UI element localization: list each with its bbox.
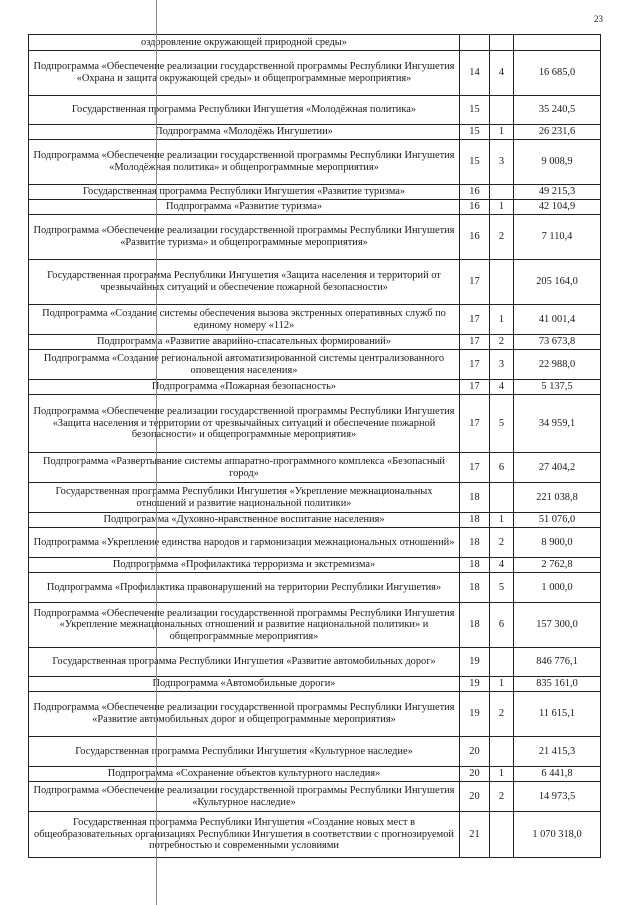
row-name-cell: Государственная программа Республики Ингушетия «Молодёжная политика»	[29, 96, 460, 125]
row-amount-cell: 2 762,8	[514, 558, 601, 573]
row-name-cell: Подпрограмма «Создание региональной автоматизированной системы централизованного оповещения населения»	[29, 350, 460, 380]
row-name-cell: Подпрограмма «Обеспечение реализации государственной программы Республики Ингушетия «Развитие автомобильных дорог и общепрограммные мероприятия»	[29, 692, 460, 737]
row-program-code-cell: 16	[460, 200, 490, 215]
table-row	[29, 305, 601, 335]
row-program-code-cell: 18	[460, 573, 490, 603]
row-name-cell: Государственная программа Республики Ингушетия «Защита населения и территорий от чрезвычайных ситуаций и обеспечение пожарной безопасности»	[29, 260, 460, 305]
row-name-cell: Подпрограмма «Профилактика правонарушений на территории Республики Ингушетия»	[29, 573, 460, 603]
row-program-code-cell: 20	[460, 767, 490, 782]
row-amount-cell: 51 076,0	[514, 513, 601, 528]
row-name-cell: Подпрограмма «Обеспечение реализации государственной программы Республики Ингушетия «Молодёжная политика» и общепрограммные мероприятия»	[29, 140, 460, 185]
table-row	[29, 812, 601, 858]
row-amount-cell: 5 137,5	[514, 380, 601, 395]
row-amount-cell: 835 161,0	[514, 677, 601, 692]
row-subprogram-code-cell: 6	[490, 603, 514, 648]
row-name-cell: оздоровление окружающей природной среды»	[29, 35, 460, 51]
row-program-code-cell: 18	[460, 603, 490, 648]
row-name-cell: Подпрограмма «Развертывание системы аппаратно-программного комплекса «Безопасный город»	[29, 453, 460, 483]
row-name-cell: Подпрограмма «Создание системы обеспечения вызова экстренных оперативных служб по единому номеру «112»	[29, 305, 460, 335]
row-program-code-cell: 14	[460, 51, 490, 96]
row-subprogram-code-cell: 2	[490, 692, 514, 737]
row-name-cell: Подпрограмма «Пожарная безопасность»	[29, 380, 460, 395]
row-amount-cell: 7 110,4	[514, 215, 601, 260]
row-program-code-cell: 17	[460, 335, 490, 350]
row-subprogram-code-cell: 1	[490, 677, 514, 692]
page-number: 23	[594, 14, 603, 24]
row-name-cell: Государственная программа Республики Ингушетия «Развитие автомобильных дорог»	[29, 648, 460, 677]
row-name-cell: Государственная программа Республики Ингушетия «Культурное наследие»	[29, 737, 460, 767]
row-amount-cell: 73 673,8	[514, 335, 601, 350]
row-program-code-cell: 18	[460, 558, 490, 573]
row-amount-cell: 157 300,0	[514, 603, 601, 648]
row-program-code-cell: 17	[460, 305, 490, 335]
row-subprogram-code-cell: 1	[490, 767, 514, 782]
row-amount-cell: 8 900,0	[514, 528, 601, 558]
row-amount-cell: 11 615,1	[514, 692, 601, 737]
table-row	[29, 185, 601, 200]
row-name-cell: Подпрограмма «Обеспечение реализации государственной программы Республики Ингушетия «Культурное наследие»	[29, 782, 460, 812]
row-subprogram-code-cell: 3	[490, 140, 514, 185]
table-row	[29, 737, 601, 767]
table-row	[29, 782, 601, 812]
row-subprogram-code-cell	[490, 185, 514, 200]
row-subprogram-code-cell: 1	[490, 305, 514, 335]
row-amount-cell: 49 215,3	[514, 185, 601, 200]
table-row	[29, 767, 601, 782]
row-name-cell: Подпрограмма «Развитие туризма»	[29, 200, 460, 215]
program-budget-table	[28, 34, 601, 858]
row-subprogram-code-cell: 2	[490, 215, 514, 260]
row-amount-cell	[514, 35, 601, 51]
table-row	[29, 573, 601, 603]
row-amount-cell: 22 988,0	[514, 350, 601, 380]
row-program-code-cell: 15	[460, 96, 490, 125]
row-amount-cell: 16 685,0	[514, 51, 601, 96]
row-amount-cell: 221 038,8	[514, 483, 601, 513]
table-row	[29, 692, 601, 737]
row-program-code-cell: 15	[460, 125, 490, 140]
table-row	[29, 96, 601, 125]
table-row	[29, 513, 601, 528]
row-name-cell: Подпрограмма «Профилактика терроризма и экстремизма»	[29, 558, 460, 573]
row-subprogram-code-cell: 1	[490, 125, 514, 140]
table-body	[29, 35, 601, 858]
row-name-cell: Подпрограмма «Обеспечение реализации государственной программы Республики Ингушетия «Укрепление межнациональных отношений и развитие национальной политики» и общепрограммные мероприятия»	[29, 603, 460, 648]
row-amount-cell: 6 441,8	[514, 767, 601, 782]
row-program-code-cell	[460, 35, 490, 51]
row-program-code-cell: 21	[460, 812, 490, 858]
row-subprogram-code-cell: 2	[490, 528, 514, 558]
table-row	[29, 483, 601, 513]
row-subprogram-code-cell	[490, 648, 514, 677]
row-subprogram-code-cell: 4	[490, 558, 514, 573]
row-name-cell: Подпрограмма «Обеспечение реализации государственной программы Республики Ингушетия «Охрана и защита окружающей среды» и общепрограммные мероприятия»	[29, 51, 460, 96]
row-amount-cell: 1 000,0	[514, 573, 601, 603]
row-program-code-cell: 16	[460, 185, 490, 200]
row-program-code-cell: 18	[460, 528, 490, 558]
row-subprogram-code-cell: 4	[490, 51, 514, 96]
row-amount-cell: 35 240,5	[514, 96, 601, 125]
row-program-code-cell: 17	[460, 453, 490, 483]
table-row	[29, 215, 601, 260]
row-amount-cell: 846 776,1	[514, 648, 601, 677]
row-amount-cell: 34 959,1	[514, 395, 601, 453]
row-name-cell: Подпрограмма «Духовно-нравственное воспитание населения»	[29, 513, 460, 528]
row-program-code-cell: 20	[460, 782, 490, 812]
row-program-code-cell: 17	[460, 395, 490, 453]
table-row	[29, 350, 601, 380]
table-row	[29, 335, 601, 350]
row-name-cell: Подпрограмма «Укрепление единства народов и гармонизация межнациональных отношений»	[29, 528, 460, 558]
row-name-cell: Государственная программа Республики Ингушетия «Развитие туризма»	[29, 185, 460, 200]
row-name-cell: Государственная программа Республики Ингушетия «Создание новых мест в общеобразовательных организациях Республики Ингушетия в соответствии с прогнозируемой потребностью и современными условиями	[29, 812, 460, 858]
row-amount-cell: 27 404,2	[514, 453, 601, 483]
row-name-cell: Подпрограмма «Обеспечение реализации государственной программы Республики Ингушетия «Защита населения и территории от чрезвычайных ситуаций и обеспечение пожарной безопасности» и общепрограммные мероприятия»	[29, 395, 460, 453]
scan-artifact-line	[156, 0, 157, 905]
row-amount-cell: 41 001,4	[514, 305, 601, 335]
row-program-code-cell: 17	[460, 260, 490, 305]
row-subprogram-code-cell: 3	[490, 350, 514, 380]
table-row	[29, 453, 601, 483]
row-program-code-cell: 16	[460, 215, 490, 260]
row-program-code-cell: 17	[460, 380, 490, 395]
row-program-code-cell: 17	[460, 350, 490, 380]
row-name-cell: Подпрограмма «Обеспечение реализации государственной программы Республики Ингушетия «Развитие туризма» и общепрограммные мероприятия»	[29, 215, 460, 260]
table-row	[29, 603, 601, 648]
row-subprogram-code-cell: 1	[490, 513, 514, 528]
row-program-code-cell: 19	[460, 648, 490, 677]
row-subprogram-code-cell: 4	[490, 380, 514, 395]
row-program-code-cell: 15	[460, 140, 490, 185]
row-amount-cell: 1 070 318,0	[514, 812, 601, 858]
row-program-code-cell: 20	[460, 737, 490, 767]
row-amount-cell: 14 973,5	[514, 782, 601, 812]
row-subprogram-code-cell: 2	[490, 782, 514, 812]
row-name-cell: Подпрограмма «Развитие аварийно-спасательных формирований»	[29, 335, 460, 350]
row-name-cell: Подпрограмма «Сохранение объектов культурного наследия»	[29, 767, 460, 782]
row-subprogram-code-cell: 5	[490, 573, 514, 603]
row-subprogram-code-cell	[490, 260, 514, 305]
row-subprogram-code-cell	[490, 737, 514, 767]
table-row	[29, 677, 601, 692]
row-name-cell: Подпрограмма «Молодёжь Ингушетии»	[29, 125, 460, 140]
row-amount-cell: 9 008,9	[514, 140, 601, 185]
row-name-cell: Государственная программа Республики Ингушетия «Укрепление межнациональных отношений и развитие национальной политики»	[29, 483, 460, 513]
table-row	[29, 51, 601, 96]
table-row	[29, 395, 601, 453]
row-subprogram-code-cell	[490, 35, 514, 51]
table-row	[29, 140, 601, 185]
row-amount-cell: 26 231,6	[514, 125, 601, 140]
table-row	[29, 200, 601, 215]
row-subprogram-code-cell	[490, 96, 514, 125]
row-subprogram-code-cell: 1	[490, 200, 514, 215]
table-row	[29, 528, 601, 558]
table-row	[29, 125, 601, 140]
row-subprogram-code-cell: 2	[490, 335, 514, 350]
row-program-code-cell: 19	[460, 692, 490, 737]
row-name-cell: Подпрограмма «Автомобильные дороги»	[29, 677, 460, 692]
row-amount-cell: 205 164,0	[514, 260, 601, 305]
table-row	[29, 648, 601, 677]
table-row	[29, 380, 601, 395]
row-subprogram-code-cell: 6	[490, 453, 514, 483]
row-amount-cell: 21 415,3	[514, 737, 601, 767]
row-subprogram-code-cell	[490, 483, 514, 513]
row-program-code-cell: 18	[460, 513, 490, 528]
table-row	[29, 558, 601, 573]
row-program-code-cell: 18	[460, 483, 490, 513]
row-subprogram-code-cell	[490, 812, 514, 858]
row-program-code-cell: 19	[460, 677, 490, 692]
row-subprogram-code-cell: 5	[490, 395, 514, 453]
table-row	[29, 35, 601, 51]
row-amount-cell: 42 104,9	[514, 200, 601, 215]
table-row	[29, 260, 601, 305]
